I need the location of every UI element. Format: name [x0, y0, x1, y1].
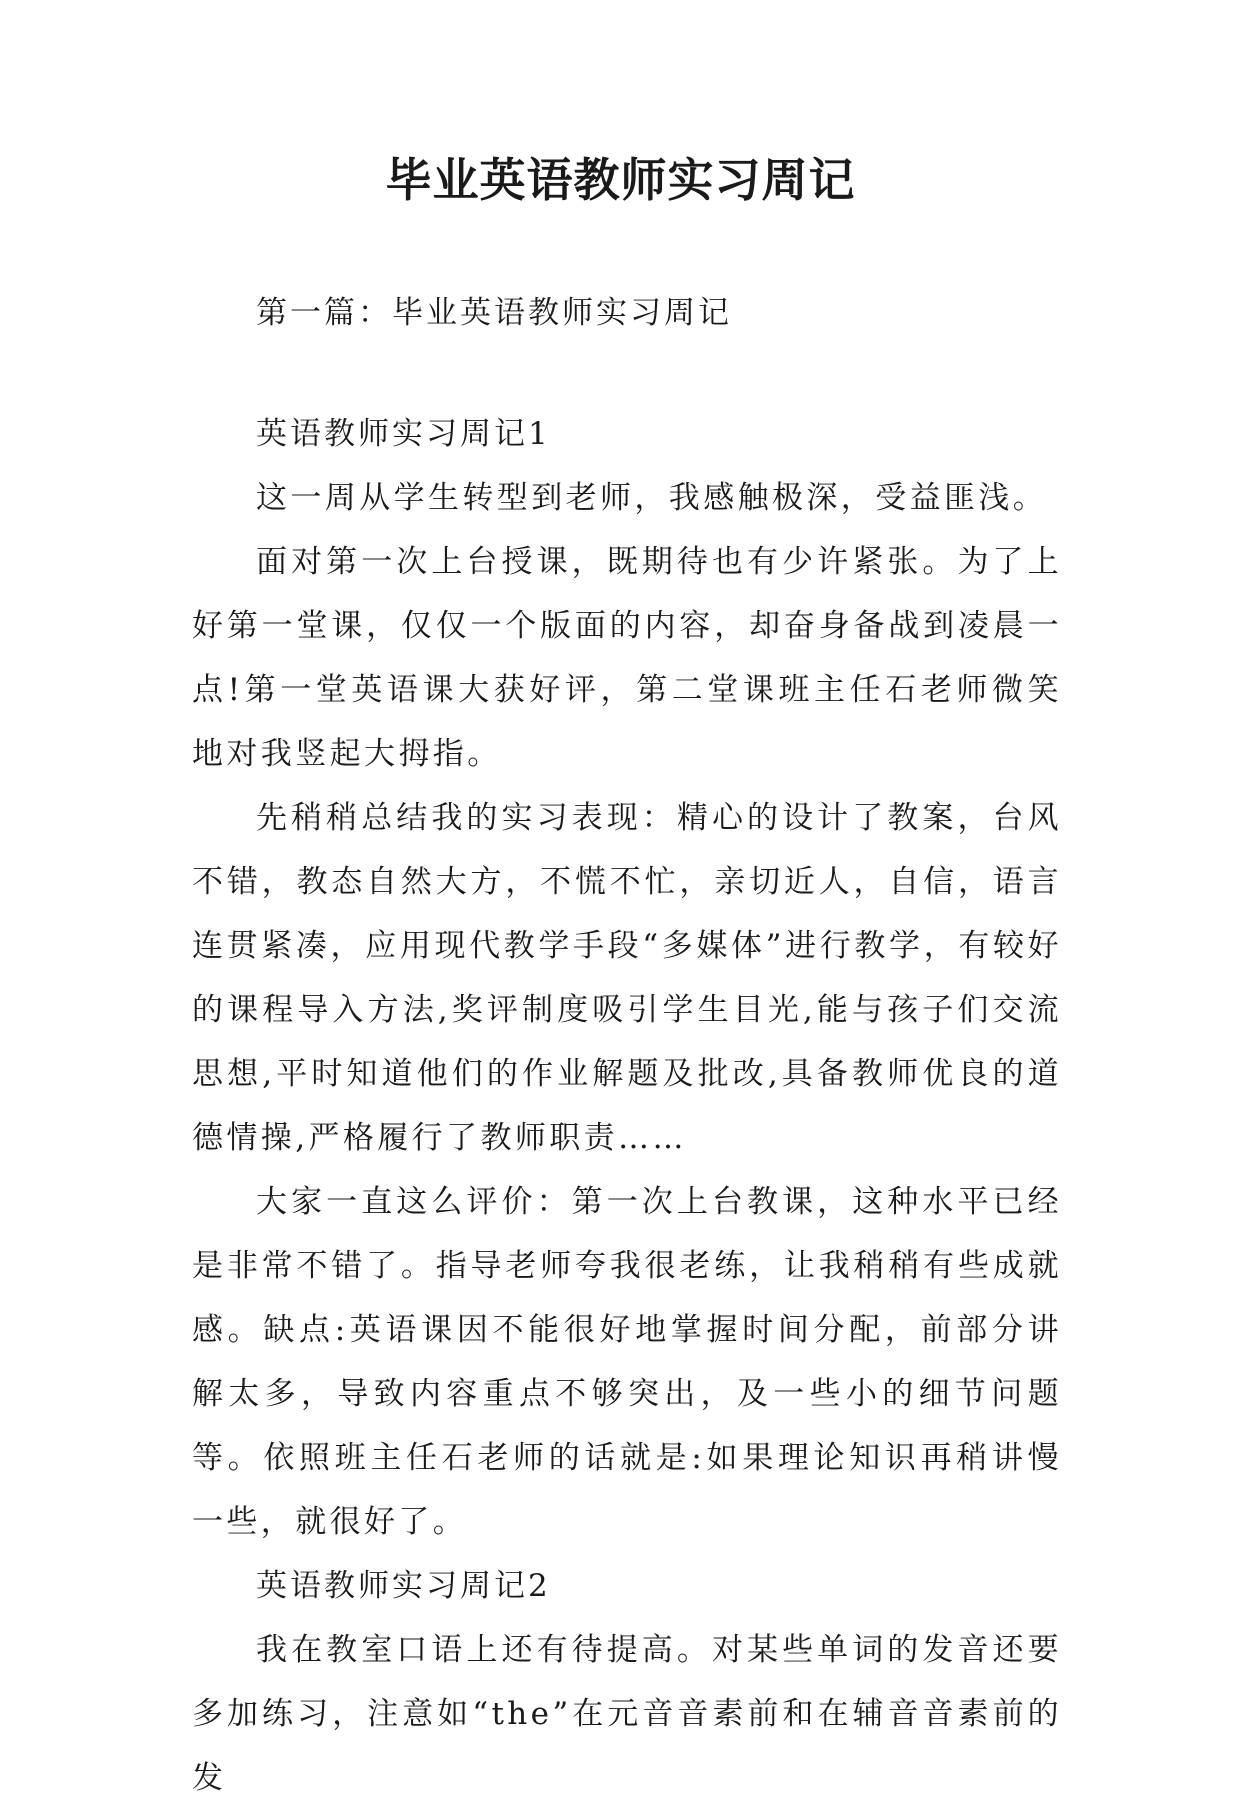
document-body: [192, 402, 1062, 1810]
paragraph: 大家一直这么评价：第一次上台教课，这种水平已经是非常不错了。指导老师夸我很老练，让我稍稍有些成就感。缺点:英语课因不能很好地掌握时间分配，前部分讲解太多，导致内容重点不够突出，及一些小的细节问题等。依照班主任石老师的话就是:如果理论知识再稍讲慢一些，就很好了。: [192, 1184, 1062, 1540]
subheading: 英语教师实习周记2: [256, 1568, 551, 1604]
paragraph: 这一周从学生转型到老师，我感触极深，受益匪浅。: [256, 480, 1048, 516]
section-heading: 第一篇：毕业英语教师实习周记: [256, 295, 732, 331]
paragraph: 我在教室口语上还有待提高。对某些单词的发音还要多加练习，注意如“the”在元音音素前和在辅音音素前的发: [192, 1632, 1062, 1796]
paragraph: 面对第一次上台授课，既期待也有少许紧张。为了上好第一堂课，仅仅一个版面的内容，却奋身备战到凌晨一点!第一堂英语课大获好评，第二堂课班主任石老师微笑地对我竖起大拇指。: [192, 544, 1062, 772]
subheading: 英语教师实习周记1: [256, 416, 551, 452]
paragraph: 先稍稍总结我的实习表现：精心的设计了教案，台风不错，教态自然大方，不慌不忙，亲切近人，自信，语言连贯紧凑，应用现代教学手段“多媒体”进行教学，有较好的课程导入方法,奖评制度吸引学生目光,能与孩子们交流思想,平时知道他们的作业解题及批改,具备教师优良的道德情操,严格履行了教师职责……: [192, 800, 1062, 1156]
document-title: 毕业英语教师实习周记: [385, 153, 856, 207]
